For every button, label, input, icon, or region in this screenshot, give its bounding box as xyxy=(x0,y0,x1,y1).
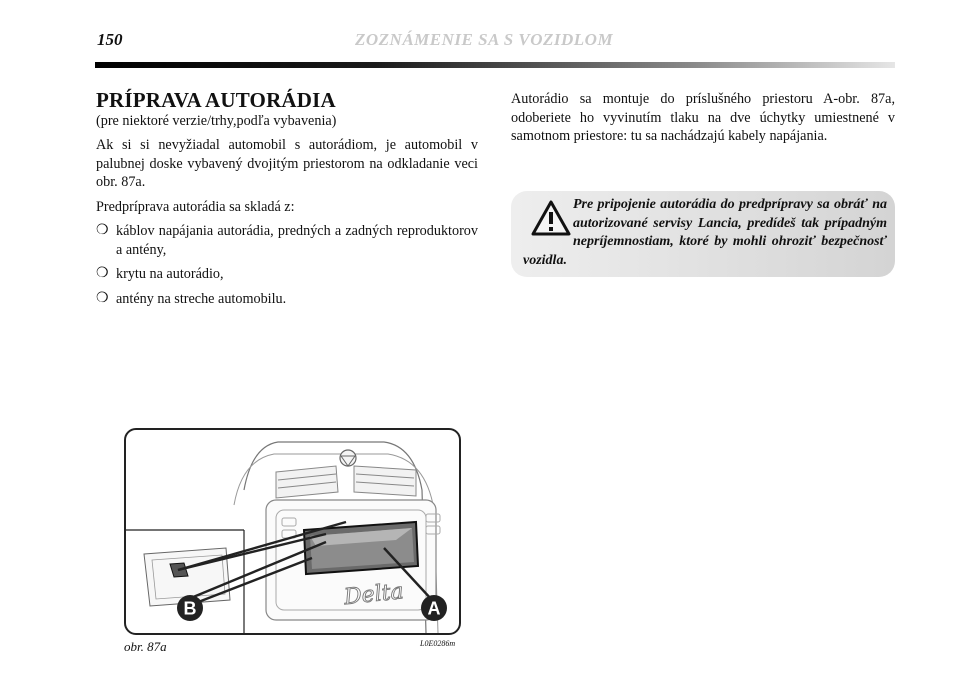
callout-a-label: A xyxy=(427,598,441,619)
warning-box xyxy=(511,191,895,277)
mounting-paragraph: Autorádio sa montuje do príslušného priestoru A-obr. 87a, odoberiete ho vyvinutím tlaku na dve úchytky umiestnené v samotnom priestore: tu sa nachádzajú kabely napájania. xyxy=(511,91,895,144)
callout-b-label: B xyxy=(183,598,197,619)
header-rule xyxy=(95,62,895,68)
bullet-circle-icon: ❍ xyxy=(96,266,109,281)
bullet-circle-icon: ❍ xyxy=(96,223,109,238)
callout-b xyxy=(177,595,203,621)
callout-a xyxy=(421,595,447,621)
list-heading: Predpríprava autorádia sa skladá z: xyxy=(96,198,295,215)
list-item xyxy=(96,222,478,259)
list-item-text: antény na streche automobilu. xyxy=(116,290,287,307)
list-item xyxy=(96,290,478,309)
list-item-text: krytu na autorádio, xyxy=(116,266,224,282)
list-item-text: káblov napájania autorádia, predných a zadných reproduktorov a antény, xyxy=(116,223,478,258)
right-column xyxy=(511,90,895,152)
figure-caption: obr. 87a xyxy=(124,639,167,654)
bullet-circle-icon: ❍ xyxy=(96,290,109,306)
delta-script: Delta xyxy=(342,579,405,611)
section-subtitle: (pre niektoré verzie/trhy,podľa vybavenia) xyxy=(96,113,337,129)
section-title: PRÍPRAVA AUTORÁDIA xyxy=(96,88,336,112)
figure-radio-compartment xyxy=(124,428,461,635)
dashboard-illustration xyxy=(126,430,459,633)
warning-text: Pre pripojenie autorádia do predprípravy sa obráť na autorizované servisy Lancia, predídeš tak prípadným nepríjemnostiam, ktoré by mohli ohroziť bezpečnosť vozidla. xyxy=(523,197,887,268)
left-column xyxy=(96,88,478,314)
list-item xyxy=(96,265,478,284)
page-number: 150 xyxy=(97,30,123,49)
warning-text-block xyxy=(523,196,887,270)
running-title: ZOZNÁMENIE SA S VOZIDLOM xyxy=(355,30,614,49)
figure-code: L0E0286m xyxy=(420,639,456,648)
lancia-emblem-icon xyxy=(340,450,356,466)
air-vents xyxy=(276,466,416,498)
intro-paragraph: Ak si si nevyžiadal automobil s autorádiom, je automobil v palubnej doske vybavený dvojitým priestorom na odkladanie veci obr. 87a. xyxy=(96,137,478,190)
component-list xyxy=(96,222,478,308)
